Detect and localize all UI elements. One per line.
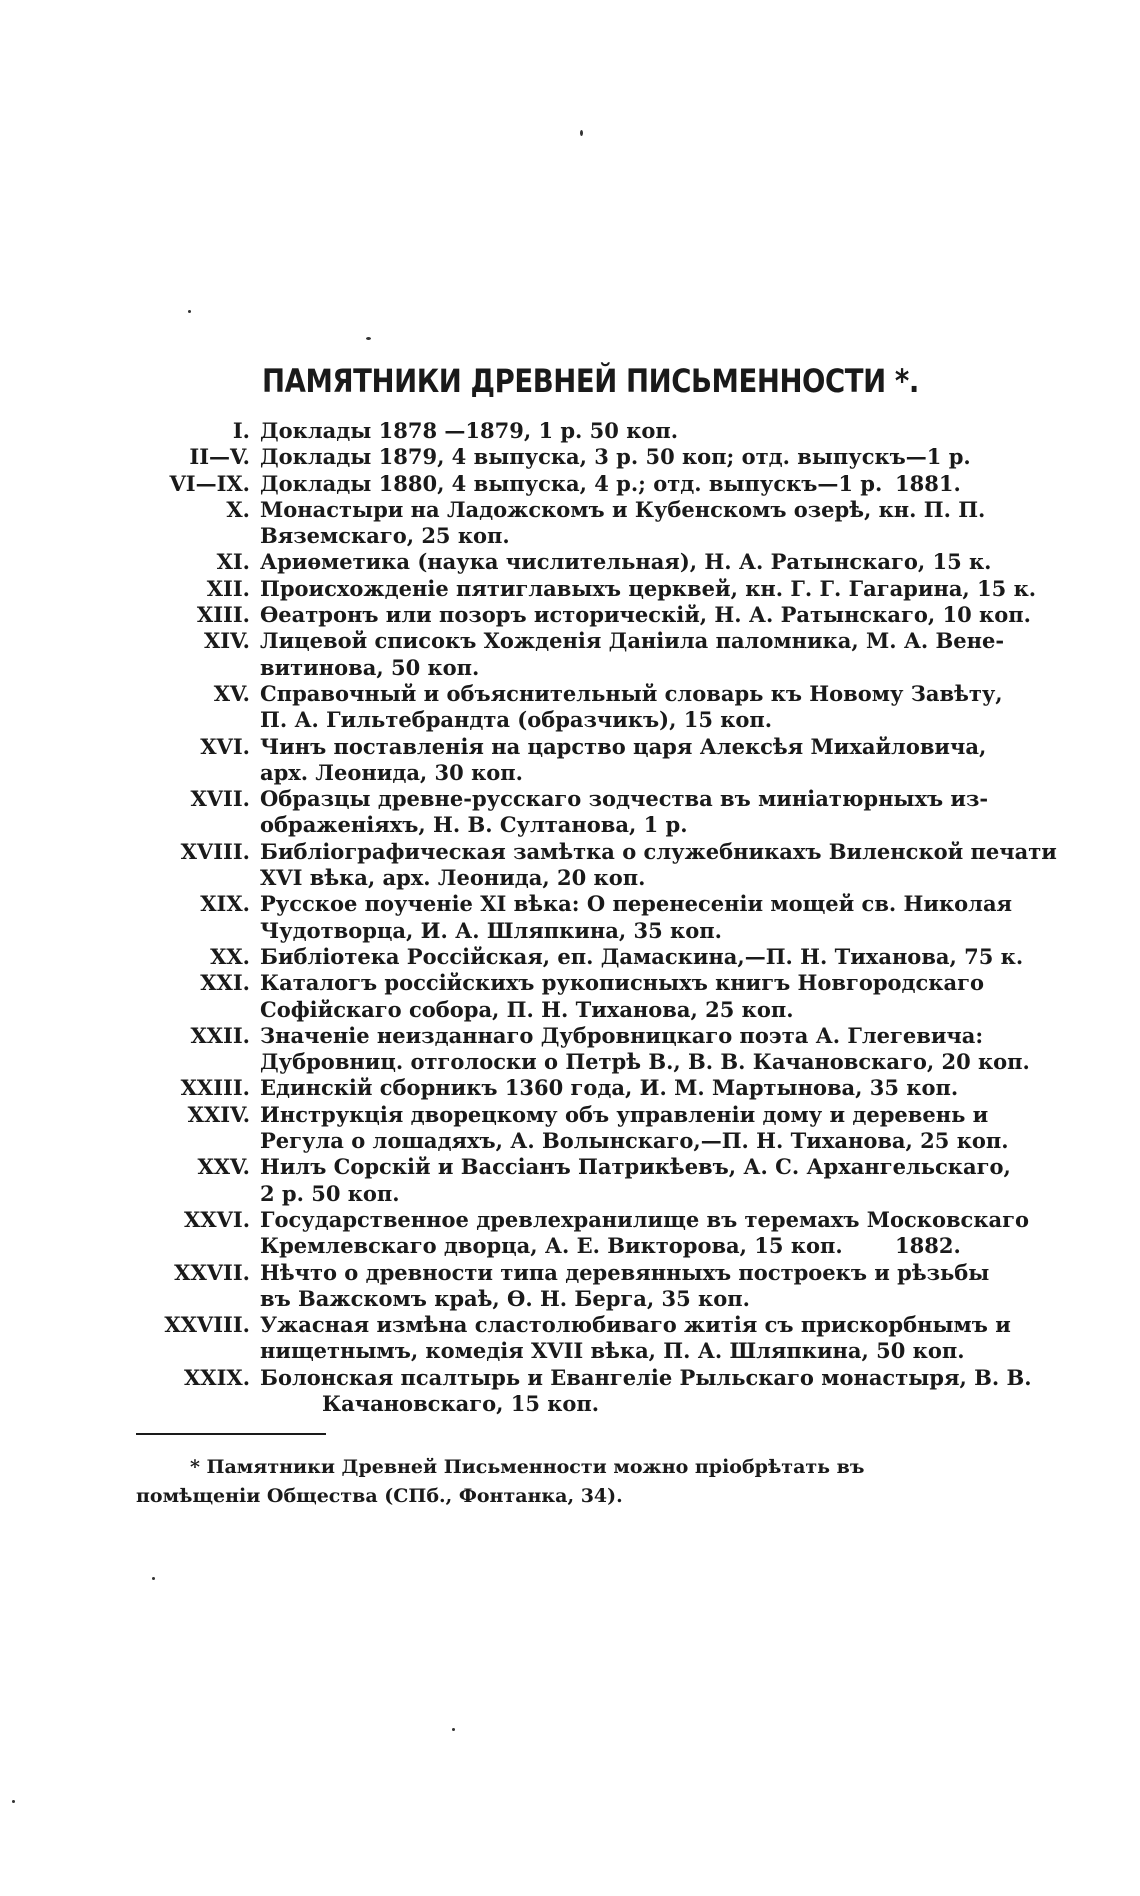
entry-number: XXV. bbox=[197, 1154, 250, 1180]
entry-text bbox=[260, 549, 992, 575]
entry-number: XIV. bbox=[203, 628, 250, 654]
entry-line: Нилъ Сорскій и Вассіанъ Патрикѣевъ, А. С. Архангельскаго, bbox=[260, 1154, 1011, 1180]
entry-number: XV. bbox=[213, 680, 250, 706]
entry-line: Ариѳметика (наука числительная), Н. А. Ратынскаго, 15 к. bbox=[260, 549, 992, 575]
publication-list bbox=[0, 418, 1140, 1417]
entry-number: XXI. bbox=[200, 970, 250, 996]
list-entry bbox=[0, 1207, 1140, 1260]
entry-number: XXIV. bbox=[187, 1101, 250, 1127]
list-entry bbox=[0, 576, 1140, 602]
list-entry bbox=[0, 1023, 1140, 1076]
entry-number: II—V. bbox=[189, 444, 250, 470]
entry-number: XXIII. bbox=[180, 1075, 250, 1101]
entry-text bbox=[260, 1154, 1011, 1207]
entry-text bbox=[260, 444, 971, 470]
entry-text bbox=[260, 1101, 1009, 1155]
entry-line: Инструкція дворецкому объ управленіи дому и деревень и bbox=[260, 1101, 989, 1127]
entry-line: ображеніяхъ, Н. В. Султанова, 1 р. bbox=[260, 812, 688, 838]
scan-speck bbox=[580, 130, 583, 136]
list-entry bbox=[0, 1154, 1140, 1207]
scan-speck bbox=[452, 1728, 455, 1731]
list-entry bbox=[0, 970, 1140, 1023]
entry-line: Русское поученіе XI вѣка: О перенесеніи мощей св. Николая bbox=[260, 891, 1013, 917]
entry-line: Единскій сборникъ 1360 года, И. М. Мартынова, 35 коп. bbox=[260, 1075, 959, 1101]
entry-text bbox=[260, 891, 1013, 944]
list-entry bbox=[0, 549, 1140, 575]
entry-line: Ѳеатронъ или позоръ историческій, Н. А. Ратынскаго, 10 коп. bbox=[260, 602, 1031, 628]
list-entry bbox=[0, 891, 1140, 944]
entry-text bbox=[260, 418, 890, 444]
entry-line: 2 р. 50 коп. bbox=[260, 1180, 400, 1206]
entry-number: XXII. bbox=[190, 1022, 250, 1048]
entry-text bbox=[260, 838, 1057, 892]
entry-line: Кремлевскаго дворца, А. Е. Викторова, 15 коп. bbox=[260, 1233, 843, 1259]
entry-line: Чудотворца, И. А. Шляпкина, 35 коп. bbox=[260, 917, 722, 943]
scan-speck bbox=[188, 310, 191, 313]
entry-text bbox=[260, 970, 984, 1023]
entry-number: XVI. bbox=[200, 733, 250, 759]
entry-line: нищетнымъ, комедія XVII вѣка, П. А. Шляпкина, 50 коп. bbox=[260, 1338, 965, 1364]
list-entry bbox=[0, 839, 1140, 892]
entry-line: Нѣчто о древности типа деревянныхъ построекъ и рѣзьбы bbox=[260, 1259, 990, 1285]
entry-line: Вяземскаго, 25 коп. bbox=[260, 523, 510, 549]
list-entry bbox=[0, 1260, 1140, 1313]
scan-speck bbox=[366, 337, 371, 340]
entry-line: Монастыри на Ладожскомъ и Кубенскомъ озерѣ, кн. П. П. bbox=[260, 496, 986, 522]
entry-line: Библіотека Россійская, еп. Дамаскина,—П. Н. Тиханова, 75 к. bbox=[260, 943, 1024, 969]
entry-line: Регула о лошадяхъ, А. Волынскаго,—П. Н. Тиханова, 25 коп. bbox=[260, 1128, 1009, 1154]
entry-number: XX. bbox=[210, 943, 250, 969]
entry-line: Ужасная измѣна сластолюбиваго житія съ прискорбнымъ и bbox=[260, 1312, 1011, 1338]
entry-line: Лицевой списокъ Хожденія Даніила паломника, М. А. Вене- bbox=[260, 628, 1005, 654]
entry-text bbox=[260, 680, 1003, 734]
entry-text bbox=[260, 733, 987, 787]
entry-number: XXVIII. bbox=[164, 1312, 250, 1338]
entry-line: Доклады 1879, 4 выпуска, 3 р. 50 коп; отд. выпускъ—1 р. bbox=[260, 444, 971, 470]
list-entry bbox=[0, 471, 1140, 497]
entry-line: Доклады 1880, 4 выпуска, 4 р.; отд. выпускъ—1 р. bbox=[260, 470, 883, 496]
entry-number: XXVI. bbox=[183, 1206, 250, 1232]
entry-text bbox=[260, 1075, 959, 1101]
entry-line: Доклады 1878 —1879, 1 р. 50 коп. bbox=[260, 418, 679, 443]
entry-text bbox=[260, 1312, 1011, 1365]
entry-number: XI. bbox=[216, 549, 250, 575]
entry-number: XVIII. bbox=[180, 838, 250, 864]
entry-line: Библіографическая замѣтка о служебникахъ Виленской печати bbox=[260, 838, 1057, 864]
entry-number: XXVII. bbox=[174, 1259, 250, 1285]
entry-line: арх. Леонида, 30 коп. bbox=[260, 759, 523, 785]
entry-line: Каталогъ россійскихъ рукописныхъ книгъ Новгородскаго bbox=[260, 970, 984, 996]
entry-line: Софійскаго собора, П. Н. Тиханова, 25 коп. bbox=[260, 996, 794, 1022]
entry-text bbox=[260, 943, 1024, 970]
list-entry bbox=[0, 418, 1140, 444]
scan-speck bbox=[12, 1800, 15, 1803]
entry-text bbox=[260, 575, 1037, 602]
entry-number: XVII. bbox=[190, 786, 250, 812]
entry-line: Болонская псалтырь и Евангеліе Рыльскаго монастыря, В. В. bbox=[260, 1364, 1032, 1390]
year-marker: 1881. bbox=[895, 470, 961, 496]
entry-number: XXIX. bbox=[183, 1364, 250, 1390]
entry-line: въ Важскомъ краѣ, Ѳ. Н. Берга, 35 коп. bbox=[260, 1285, 750, 1311]
entry-text bbox=[260, 1022, 1030, 1076]
entry-line: витинова, 50 коп. bbox=[260, 654, 480, 680]
list-entry bbox=[0, 1312, 1140, 1365]
list-entry bbox=[0, 497, 1140, 550]
entry-line: Дубровниц. отголоски о Петрѣ В., В. В. Качановскаго, 20 коп. bbox=[260, 1049, 1030, 1075]
footnote: * Памятники Древней Письменности можно пріобрѣтать въ помѣщеніи Общества (СПб., Фонтанка, 34). bbox=[136, 1456, 865, 1507]
entry-text bbox=[260, 471, 890, 497]
list-entry bbox=[0, 1102, 1140, 1155]
entry-number: X. bbox=[226, 496, 250, 522]
entry-line: XVI вѣка, арх. Леонида, 20 коп. bbox=[260, 865, 646, 891]
list-entry bbox=[0, 444, 1140, 470]
entry-number: XIX. bbox=[200, 891, 250, 917]
entry-line: П. А. Гильтебрандта (образчикъ), 15 коп. bbox=[260, 707, 773, 733]
list-entry bbox=[0, 786, 1140, 839]
entry-text bbox=[260, 628, 1005, 681]
entry-line: Государственное древлехранилище въ теремахъ Московскаго bbox=[260, 1206, 1029, 1232]
scan-speck bbox=[152, 1577, 155, 1580]
list-entry bbox=[0, 628, 1140, 681]
entry-text bbox=[260, 602, 1031, 628]
entry-line: Образцы древне-русскаго зодчества въ миніатюрныхъ из- bbox=[260, 786, 989, 812]
list-entry bbox=[0, 734, 1140, 787]
list-entry bbox=[0, 1365, 1140, 1418]
entry-text bbox=[260, 496, 986, 550]
entry-line: Значеніе неизданнаго Дубровницкаго поэта А. Глегевича: bbox=[260, 1022, 984, 1048]
entry-number: VI—IX. bbox=[169, 470, 250, 496]
list-entry bbox=[0, 944, 1140, 970]
list-entry bbox=[0, 681, 1140, 734]
entry-line: Справочный и объяснительный словарь къ Новому Завѣту, bbox=[260, 680, 1003, 706]
entry-number: XII. bbox=[206, 575, 250, 601]
entry-line: Происхожденіе пятиглавыхъ церквей, кн. Г. Г. Гагарина, 15 к. bbox=[260, 575, 1037, 601]
list-entry bbox=[0, 602, 1140, 628]
list-entry bbox=[0, 1075, 1140, 1101]
entry-text bbox=[260, 1364, 1032, 1418]
page-title: ПАМЯТНИКИ ДРЕВНЕЙ ПИСЬМЕННОСТИ *. bbox=[262, 362, 919, 400]
entry-line: Качановскаго, 15 коп. bbox=[322, 1390, 600, 1416]
entry-number: I. bbox=[232, 418, 250, 443]
entry-text bbox=[260, 1259, 990, 1313]
year-marker: 1882. bbox=[895, 1233, 961, 1259]
footnote-divider bbox=[136, 1433, 326, 1435]
entry-text bbox=[260, 786, 989, 839]
entry-line: Чинъ поставленія на царство царя Алексѣя Михайловича, bbox=[260, 733, 987, 759]
entry-number: XIII. bbox=[196, 602, 250, 628]
